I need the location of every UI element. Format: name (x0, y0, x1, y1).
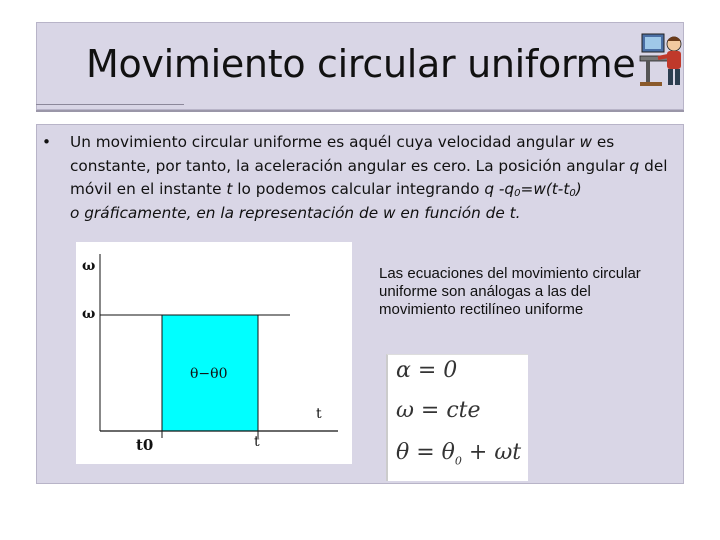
eq-subscript: 0 (514, 188, 521, 200)
t0-label: t0 (136, 436, 154, 454)
area-label: θ−θ0 (190, 366, 228, 382)
eq-subscript: 0 (569, 188, 576, 200)
text-run: lo podemos calcular integrando (232, 180, 485, 199)
text-run: es constante, por tanto, la aceleración angular es cero. La posición angular (70, 133, 630, 175)
title-underline (36, 104, 184, 105)
eq-part: q -q (484, 180, 515, 199)
equation-alpha: α = 0 (396, 358, 458, 383)
body-paragraph (42, 131, 682, 225)
eq-part: =w(t-t (520, 180, 570, 199)
omega-axis-label: ω (82, 258, 96, 274)
symbol-t: t (226, 180, 233, 199)
graphic-method-text: o gráficamente, en la representación de w en función de t. (70, 203, 521, 222)
slide-title: Movimiento circular uniforme (86, 42, 636, 86)
equation-omega: ω = cte (396, 398, 481, 423)
student-computer-icon (638, 30, 686, 88)
paragraph-text (70, 131, 682, 225)
omega-level-label: ω (82, 306, 96, 322)
t-label: t (254, 434, 260, 450)
t-axis-label: t (316, 406, 322, 422)
symbol-q: q (629, 156, 640, 175)
eq-part: ) (575, 180, 582, 199)
analogy-note: Las ecuaciones del movimiento circular uniforme son análogas a las del movimiento rectilíneo uniforme (379, 265, 641, 318)
eq-subscript: 0 (454, 454, 462, 468)
symbol-w: w (579, 133, 592, 151)
integral-expression (484, 180, 581, 198)
eq-part: θ = θ (396, 440, 455, 465)
text-run: del móvil en el instante (70, 156, 668, 199)
bullet-marker: • (42, 133, 52, 151)
omega-time-graph (76, 242, 352, 464)
title-divider (36, 110, 684, 112)
equation-theta (396, 440, 521, 467)
text-run: Un movimiento circular uniforme es aquél cuya velocidad angular (70, 133, 580, 151)
eq-part: + ωt (461, 440, 522, 465)
